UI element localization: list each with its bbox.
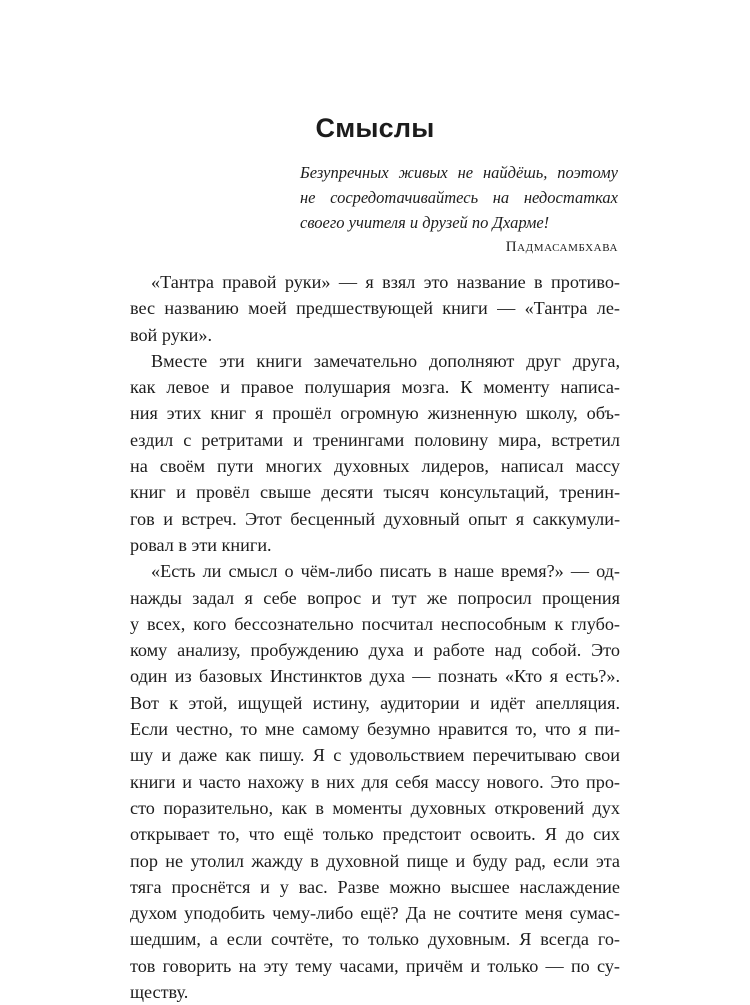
- paragraph-line: Вот к этой, ищущей истину, аудитории и идёт апелляция.: [130, 692, 620, 713]
- paragraph-line: вес названию моей предшествующей книги — «Тантра ле-: [130, 298, 620, 319]
- paragraph-line: нажды задал я себе вопрос и тут же попросил прощения: [130, 587, 620, 608]
- paragraph-line: открывает то, что ещё только предстоит освоить. Я до сих: [130, 824, 620, 845]
- paragraph-line: как левое и правое полушария мозга. К моменту написа-: [130, 377, 620, 398]
- paragraph-line: тов говорить на эту тему часами, причём и только — по су-: [130, 955, 620, 976]
- paragraph-line: духом уподобить чему-либо ещё? Да не сочтите меня сумас-: [130, 903, 620, 924]
- paragraph-line: книги и часто нахожу в них для себя массу нового. Это про-: [130, 771, 620, 792]
- paragraph-line: Если честно, то мне самому безумно нравится то, что я пи-: [130, 719, 620, 740]
- paragraph-line: шу и даже как пишу. Я с удовольствием перечитываю свои: [130, 745, 620, 766]
- chapter-title: Смыслы: [315, 113, 435, 143]
- paragraph-line: ровал в эти книги.: [130, 534, 272, 555]
- paragraph-line: тяга проснётся и у вас. Разве можно высшее наслаждение: [130, 876, 620, 897]
- paragraph-line: вой руки».: [130, 324, 212, 345]
- paragraph-line: гов и встреч. Этот бесценный духовный опыт я саккумули-: [130, 508, 620, 529]
- paragraph-line: ния этих книг я прошёл огромную жизненную школу, объ-: [130, 403, 620, 424]
- body-text: [130, 269, 620, 1005]
- paragraph-line: кому анализу, пробуждению духа и работе над собой. Это: [130, 640, 620, 661]
- epigraph-author: Падмасамбхава: [505, 239, 618, 255]
- epigraph-line: своего учителя и друзей по Дхарме!: [300, 213, 550, 232]
- paragraph-line: Вместе эти книги замечательно дополняют друг друга,: [151, 350, 620, 371]
- paragraph-line: «Есть ли смысл о чём-либо писать в наше время?» — од-: [151, 561, 620, 582]
- epigraph-line: не сосредотачивайтесь на недостатках: [300, 188, 618, 207]
- paragraph-line: ществу.: [130, 982, 189, 1003]
- paragraph-line: на своём пути многих духовных лидеров, написал массу: [130, 456, 620, 477]
- paragraph-line: пор не утолил жажду в духовной пище и буду рад, если эта: [130, 850, 620, 871]
- paragraph-line: «Тантра правой руки» — я взял это название в противо-: [151, 272, 620, 292]
- paragraph-line: у всех, кого бессознательно посчитал неспособным к глубо-: [130, 613, 620, 634]
- epigraph-line: Безупречных живых не найдёшь, поэтому: [300, 163, 618, 182]
- paragraph-line: ездил с ретритами и тренингами половину мира, встретил: [130, 429, 620, 450]
- paragraph-line: книг и провёл свыше десяти тысяч консультаций, тренин-: [130, 482, 620, 503]
- epigraph: [300, 160, 618, 260]
- paragraph-line: шедшим, а если сочтёте, то только духовным. Я всегда го-: [130, 929, 620, 950]
- paragraph-line: сто поразительно, как в моменты духовных откровений дух: [130, 797, 620, 818]
- paragraph-line: один из базовых Инстинктов духа — познать «Кто я есть?».: [130, 666, 620, 687]
